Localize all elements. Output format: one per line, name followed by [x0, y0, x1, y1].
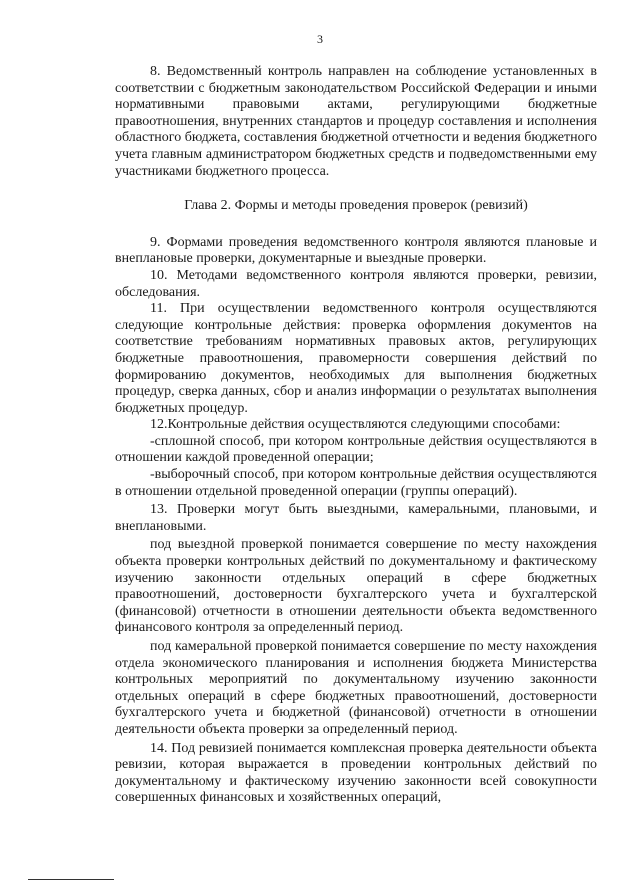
- paragraph-12: 12.Контрольные действия осуществляются следующими способами:: [150, 417, 561, 433]
- chapter-heading: Глава 2. Формы и методы проведения проверок (ревизий): [184, 198, 528, 214]
- page-number: 3: [317, 32, 323, 46]
- paragraph-8: 8. Ведомственный контроль направлен на соблюдение установленных в соответствии с бюджетным законодательством Российской Федерации и иными нормативными правовыми актами, регулирующими бюджетные правоотношения, внутренних стандартов и процедур составления и исполнения областного бюджета, составления бюджетной отчетности и ведения бюджетного учета главным администратором бюджетных средств и подведомственными ему участниками бюджетного процесса.: [115, 64, 598, 179]
- paragraph-13: 13. Проверки могут быть выездными, камеральными, плановыми, и внеплановыми.: [115, 502, 597, 534]
- paragraph-11: 11. При осуществлении ведомственного контроля осуществляются следующие контрольные действия: проверка оформления документов на соответствие требованиям нормативных правовых актов, регулирующих бюджетные правоотношения, правомерности совершения действий по формированию документов, необходимых для выполнения бюджетных процедур, сверка данных, сбор и анализ информации о результатах выполнения бюджетных процедур.: [115, 301, 597, 416]
- paragraph-onsite-inspection: под выездной проверкой понимается совершение по месту нахождения объекта проверки контрольных действий по документальному и фактическому изучению законности отдельных операций в сфере бюджетных правоотношений, достоверности бухгалтерского учета и бухгалтерской (финансовой) отчетности в отношении деятельности объекта ведомственного финансового контроля за определенный период.: [115, 537, 597, 636]
- list-item-continuous: -сплошной способ, при котором контрольные действия осуществляются в отношении каждой проведенной операции;: [115, 433, 597, 466]
- list-item-selective: -выборочный способ, при котором контрольные действия осуществляются в отношении отдельной проведенной операции (группы операций).: [115, 467, 597, 499]
- paragraph-desk-inspection: под камеральной проверкой понимается совершение по месту нахождения отдела экономического планирования и исполнения бюджета Министерства контрольных мероприятий по документальному изучению законности отдельных операций в сфере бюджетных правоотношений, достоверности бухгалтерского учета и бюджетной (финансовой) отчетности в отношении деятельности объекта проверки за определенный период.: [115, 639, 597, 737]
- paragraph-10: 10. Методами ведомственного контроля являются проверки, ревизии, обследования.: [115, 267, 597, 300]
- paragraph-14: 14. Под ревизией понимается комплексная проверка деятельности объекта ревизии, которая выражается в проведении контрольных действий по документальному и фактическому изучению законности всей совокупности совершенных финансовых и хозяйственных операций,: [115, 740, 597, 806]
- footnote-divider: [28, 879, 114, 880]
- paragraph-9: 9. Формами проведения ведомственного контроля являются плановые и внеплановые проверки, документарные и выездные проверки.: [115, 234, 597, 267]
- document-body: [115, 64, 597, 807]
